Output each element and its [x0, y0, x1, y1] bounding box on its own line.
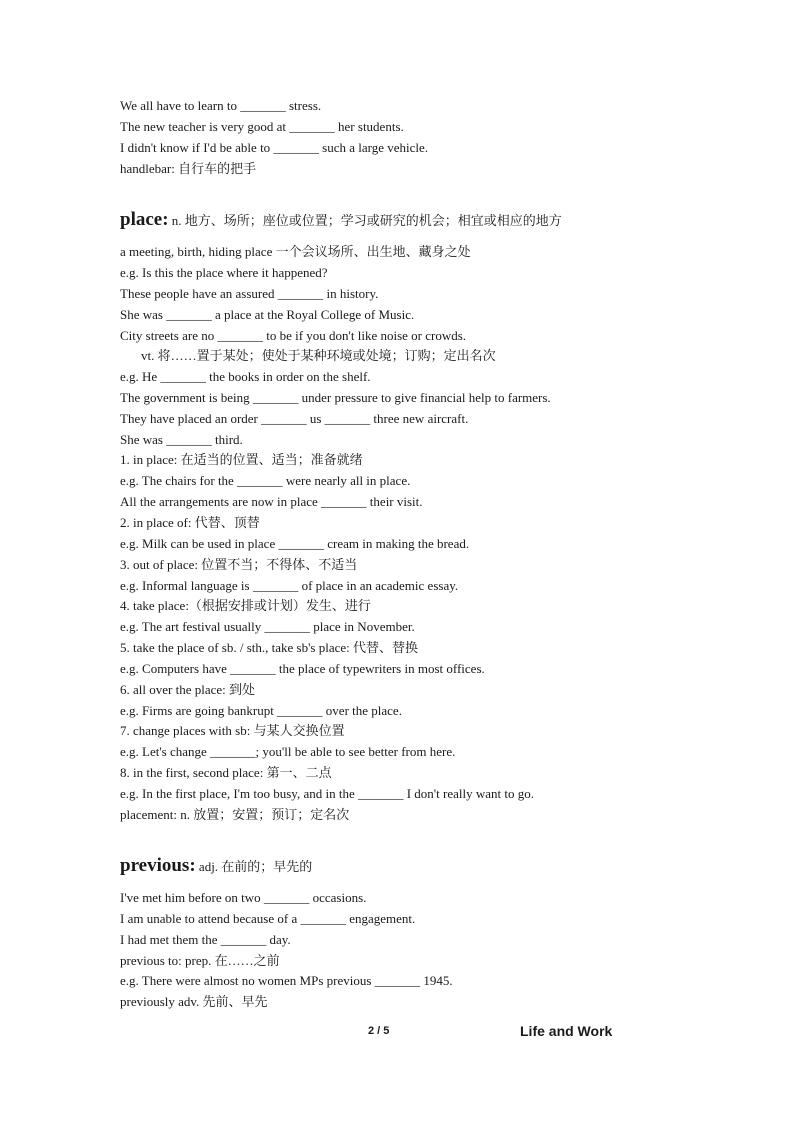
text-line: 2. in place of: 代替、顶替: [120, 515, 260, 530]
text-line: I didn't know if I'd be able to _______ such a large vehicle.: [120, 140, 429, 155]
text-line: e.g. Is this the place where it happened?: [120, 265, 328, 280]
text-line: e.g. Milk can be used in place _______ cream in making the bread.: [120, 536, 470, 551]
text-line: They have placed an order _______ us _______ three new aircraft.: [120, 411, 469, 426]
text-line: e.g. He _______ the books in order on the shelf.: [120, 369, 371, 384]
text-line: e.g. Firms are going bankrupt _______ over the place.: [120, 703, 402, 718]
text-line: a meeting, birth, hiding place 一个会议场所、出生地、藏身之处: [120, 244, 471, 259]
headword-definition: n. 地方、场所；座位或位置；学习或研究的机会；相宜或相应的地方: [168, 213, 562, 228]
text-line: e.g. Let's change _______; you'll be able to see better from here.: [120, 744, 456, 759]
text-line: City streets are no _______ to be if you don't like noise or crowds.: [120, 328, 467, 343]
text-line: 4. take place:（根据安排或计划）发生、进行: [120, 598, 371, 613]
page-number: 2 / 5: [368, 1025, 390, 1037]
text-line: I've met him before on two _______ occasions.: [120, 890, 367, 905]
headword: place:: [120, 209, 169, 230]
text-line: e.g. There were almost no women MPs previous _______ 1945.: [120, 973, 453, 988]
text-line: These people have an assured _______ in history.: [120, 286, 379, 301]
headword-definition: adj. 在前的；早先的: [195, 859, 313, 874]
text-line: All the arrangements are now in place _______ their visit.: [120, 494, 423, 509]
text-line: 6. all over the place: 到处: [120, 682, 256, 697]
text-line: The government is being _______ under pressure to give financial help to farmers.: [120, 390, 551, 405]
text-line: previous to: prep. 在……之前: [120, 953, 280, 968]
text-line: She was _______ third.: [120, 432, 243, 447]
text-line: handlebar: 自行车的把手: [120, 161, 257, 176]
entry-heading-previous: [120, 855, 312, 877]
text-line: The new teacher is very good at _______ her students.: [120, 119, 404, 134]
text-line: 3. out of place: 位置不当；不得体、不适当: [120, 557, 358, 572]
text-line: 8. in the first, second place: 第一、二点: [120, 765, 332, 780]
text-line: placement: n. 放置；安置；预订；定名次: [120, 807, 350, 822]
text-line: She was _______ a place at the Royal College of Music.: [120, 307, 415, 322]
text-line: We all have to learn to _______ stress.: [120, 98, 322, 113]
text-line: previously adv. 先前、早先: [120, 994, 268, 1009]
text-line: 5. take the place of sb. / sth., take sb's place: 代替、替换: [120, 640, 419, 655]
text-line: I had met them the _______ day.: [120, 932, 291, 947]
entry-heading-place: [120, 209, 562, 231]
text-line: e.g. The art festival usually _______ place in November.: [120, 619, 415, 634]
text-line: 7. change places with sb: 与某人交换位置: [120, 723, 345, 738]
text-line: 1. in place: 在适当的位置、适当；准备就绪: [120, 452, 363, 467]
text-line: I am unable to attend because of a _______ engagement.: [120, 911, 416, 926]
headword: previous:: [120, 855, 196, 876]
text-line: e.g. The chairs for the _______ were nearly all in place.: [120, 473, 411, 488]
footer-title: Life and Work: [520, 1023, 613, 1039]
text-line: vt. 将……置于某处；使处于某种环境或处境；订购；定出名次: [141, 348, 496, 363]
text-line: e.g. Informal language is _______ of place in an academic essay.: [120, 578, 459, 593]
text-line: e.g. In the first place, I'm too busy, and in the _______ I don't really want to go.: [120, 786, 534, 801]
text-line: e.g. Computers have _______ the place of typewriters in most offices.: [120, 661, 485, 676]
